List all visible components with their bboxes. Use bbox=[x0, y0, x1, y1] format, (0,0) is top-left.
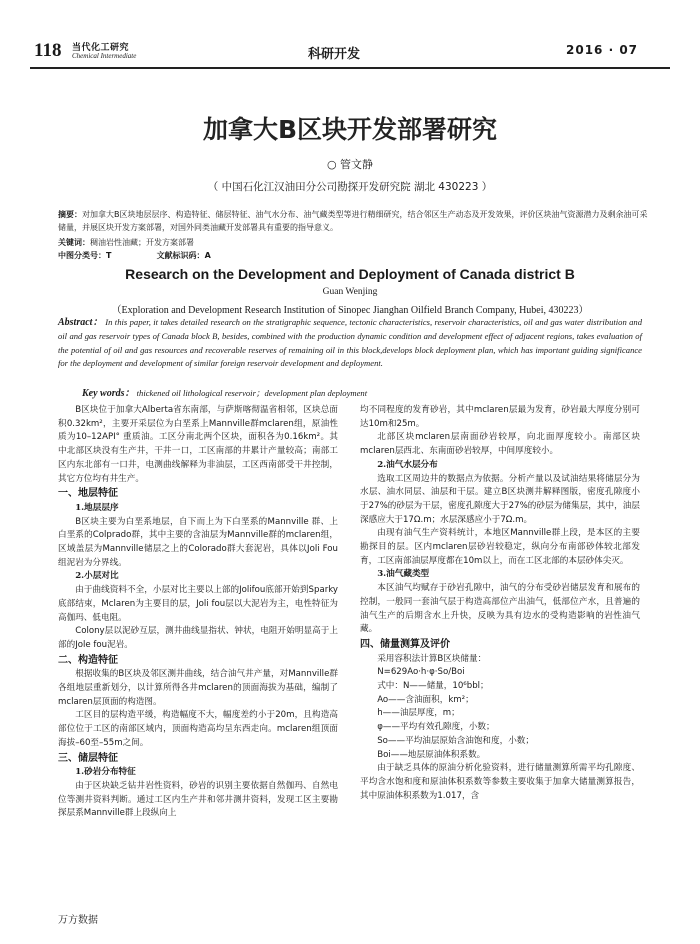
keywords-cn bbox=[58, 236, 648, 249]
clc-value: T bbox=[106, 251, 112, 260]
formula-term: φ——平均有效孔隙度，小数； bbox=[377, 722, 495, 733]
article-title-cn: 加拿大B区块开发部署研究 bbox=[202, 115, 498, 144]
abstract-cn-text: 对加拿大B区块地层层序、构造特征、储层特征、油气水分布、油气藏类型等进行精细研究，结合邻区生产动态及开发效果，评价区块油气资源潜力及剩余油可采储量，并展区块开发方案部署，对国外同类油藏开发部署具有重要的指导意义。 bbox=[58, 210, 648, 232]
abstract-cn-label: 摘要： bbox=[58, 210, 82, 219]
clc-label: 中图分类号： bbox=[58, 251, 106, 260]
intro-paragraph: B区块位于加拿大Alberta省东南部，与萨斯喀彻温省相邻，区块总面积0.32km²，主要开采层位为白垩系上Mannville群mclaren组，原油性质为10–12API° 重质油。工区分南北两个区块，面积各为0.16km²。其中北部区块没有生产井，干井一口，工区南部的井累计产量较高；南部工区内东北部有一口井，电测曲线解释为非油层，工区西南部受干井控制，其它方位均有井生产。 bbox=[58, 405, 338, 484]
keywords-en bbox=[82, 384, 642, 399]
keywords-en-label: Key words： bbox=[82, 388, 135, 399]
paragraph: 均不同程度的发育砂岩，其中mclaren层最为发育，砂岩最大厚度分别可达10m和25m。 bbox=[360, 405, 640, 429]
paragraph: 由于曲线资料不全，小层对比主要以上部的Jolifou底部开始到Sparky底部结束，Mclaren为主要目的层，Joli fou层以大泥岩为主，电性特征为高伽玛、低电阻。 bbox=[58, 585, 338, 623]
institution-en: （Exploration and Development Research Institution of Sinopec Jianghan Oilfield Branch Company, Hubei, 430223） bbox=[111, 305, 589, 316]
doc-value: A bbox=[204, 251, 211, 260]
right-column bbox=[360, 404, 640, 803]
abstract-en-label: Abstract： bbox=[58, 317, 103, 328]
section-1-heading: 一、地层特征 bbox=[58, 488, 118, 500]
keywords-en-text: thickened oil lithological reservoir；development plan deployment bbox=[136, 388, 368, 398]
formula-term: So——平均油层原始含油饱和度，小数； bbox=[377, 735, 534, 746]
paragraph: 由现有油气生产资料统计，本地区Mannville群上段，是本区的主要勘探目的层。区内mclaren层砂岩较稳定，纵向分布南部砂体较北部发育，工区南部油层厚度都在10m以上，而在工区北部的本层砂体尖灭。 bbox=[360, 528, 640, 566]
classification-line bbox=[58, 249, 648, 262]
section-3-1-heading: 1.砂岩分布特征 bbox=[75, 767, 136, 778]
paragraph: 根据收集的B区块及邻区测井曲线，结合油气井产量，对Mannville群各组地层重新划分，以计算所得各井mclaren的顶面海拔为基础，编制了mclaren层顶面的构造图。 bbox=[58, 669, 338, 707]
formula: N=629Ao·h·φ·So/Boi bbox=[377, 667, 465, 678]
paragraph: 选取工区周边井的数据点为依据。分析产量以及试油结果将储层分为水层、油水同层、油层和干层。建立B区块测井解释图版，密度孔隙度小于27%的砂层为干层，密度孔隙度大于27%的砂层为储集层，其中，油层深感应大于17Ω.m；水层深感应小于7Ω.m。 bbox=[360, 473, 640, 525]
paragraph: 由于缺乏具体的原油分析化验资料，进行储量测算所需平均孔隙度、平均含水饱和度和原油体积系数等参数主要收集于加拿大储量测算报告，其中原油体积系数为1.017，含 bbox=[360, 763, 640, 801]
formula-term: Boi——地层原油体积系数。 bbox=[377, 749, 486, 760]
formula-term: h——油层厚度，m； bbox=[377, 708, 460, 719]
author-cn: ○ 管文静 bbox=[326, 158, 374, 171]
section-3-2-heading: 2.油气水层分布 bbox=[377, 459, 438, 470]
article-title-en: Research on the Development and Deployment of Canada district B bbox=[125, 266, 575, 282]
abstract-en bbox=[58, 316, 642, 371]
section-3-heading: 三、储层特征 bbox=[58, 752, 118, 764]
formula-term: Ao——含油面积，km²； bbox=[377, 694, 474, 705]
formula-term: 式中：N——储量，10⁶bbl； bbox=[377, 681, 489, 692]
journal-name-en: Chemical Intermediate bbox=[72, 52, 137, 60]
keywords-cn-label: 关键词： bbox=[58, 238, 90, 247]
footer-watermark: 万方数据 bbox=[58, 915, 98, 926]
section-3-3-heading: 3.油气藏类型 bbox=[377, 569, 430, 580]
issue-date: 2016 · 07 bbox=[566, 43, 639, 57]
paragraph: Colony层以泥砂互层，测井曲线显指状、钟状，电阻开始明显高于上部的Jole fou泥岩。 bbox=[58, 626, 338, 650]
section-1-1-heading: 1.地层层序 bbox=[75, 502, 119, 513]
paragraph: 采用容积法计算B区块储量： bbox=[377, 653, 487, 664]
page-number: 118 bbox=[34, 40, 62, 61]
doc-label: 文献标识码： bbox=[156, 251, 205, 260]
section-1-2-heading: 2.小层对比 bbox=[75, 571, 119, 582]
keywords-cn-text: 稠油岩性油藏；开发方案部署 bbox=[90, 238, 194, 247]
paragraph: 本区油气均赋存于砂岩孔隙中，油气的分布受砂岩储层发育和展布的控制，一般同一套油气层于构造高部位产出油气，低部位产水，且普遍的油气生产的后期含水上升快，反映为具有边水的受构造影响的岩性油气藏。 bbox=[360, 583, 640, 635]
paragraph: 北部区块mclaren层南面砂岩较厚，向北面厚度较小。南部区块mclaren层西北、东南面砂岩较厚，中间厚度较小。 bbox=[360, 432, 640, 457]
section-4-heading: 四、储量测算及评价 bbox=[360, 638, 450, 650]
author-en: Guan Wenjing bbox=[322, 287, 378, 297]
paragraph: 由于区块缺乏钻井岩性资料，砂岩的识别主要依据自然伽玛、自然电位等测井资料判断。通过工区内生产井和邻井测井资料，发现工区主要勘探层系Mannville群上段纵向上 bbox=[58, 780, 338, 819]
paragraph: 工区目的层构造平缓，构造幅度不大，幅度差约小于20m，且构造高部位位于工区的南部区域内，顶面构造高均呈东西走向。mclaren组顶面海拔–60至–55m之间。 bbox=[58, 710, 338, 748]
section-2-heading: 二、构造特征 bbox=[58, 654, 118, 666]
abstract-en-text: In this paper, it takes detailed research on the stratigraphic sequence, tectonic characteristics, reservoir characteristics, oil and gas water distribution and oil and gas reservoir types of Canada block B, besides, combined with the production dynamic condition and development effect of adjacent regions, takes evaluation of the potential of oil and gas resources and recoverable reserves of remaining oil in this block,develops block deployment plan, which has important guiding significance for the deployment and development of similar foreign reservoir development and deployment. bbox=[58, 317, 642, 369]
left-column bbox=[58, 404, 338, 821]
paragraph: B区块主要为白垩系地层，自下而上为下白垩系的Mannville 群、上白垩系的Colprado群，其中主要的含油层为Mannville群的mclaren组，区域盖层为Mannville储层之上的Colorado群大套泥岩，具体以Joli Fou组泥岩为分界线。 bbox=[58, 516, 338, 568]
institution-cn: （ 中国石化江汉油田分公司勘探开发研究院 湖北 430223 ） bbox=[207, 181, 493, 193]
section-name: 科研开发 bbox=[308, 47, 361, 62]
header-rule bbox=[30, 67, 670, 69]
abstract-cn bbox=[58, 208, 648, 234]
journal-name-cn: 当代化工研究 bbox=[72, 43, 130, 53]
